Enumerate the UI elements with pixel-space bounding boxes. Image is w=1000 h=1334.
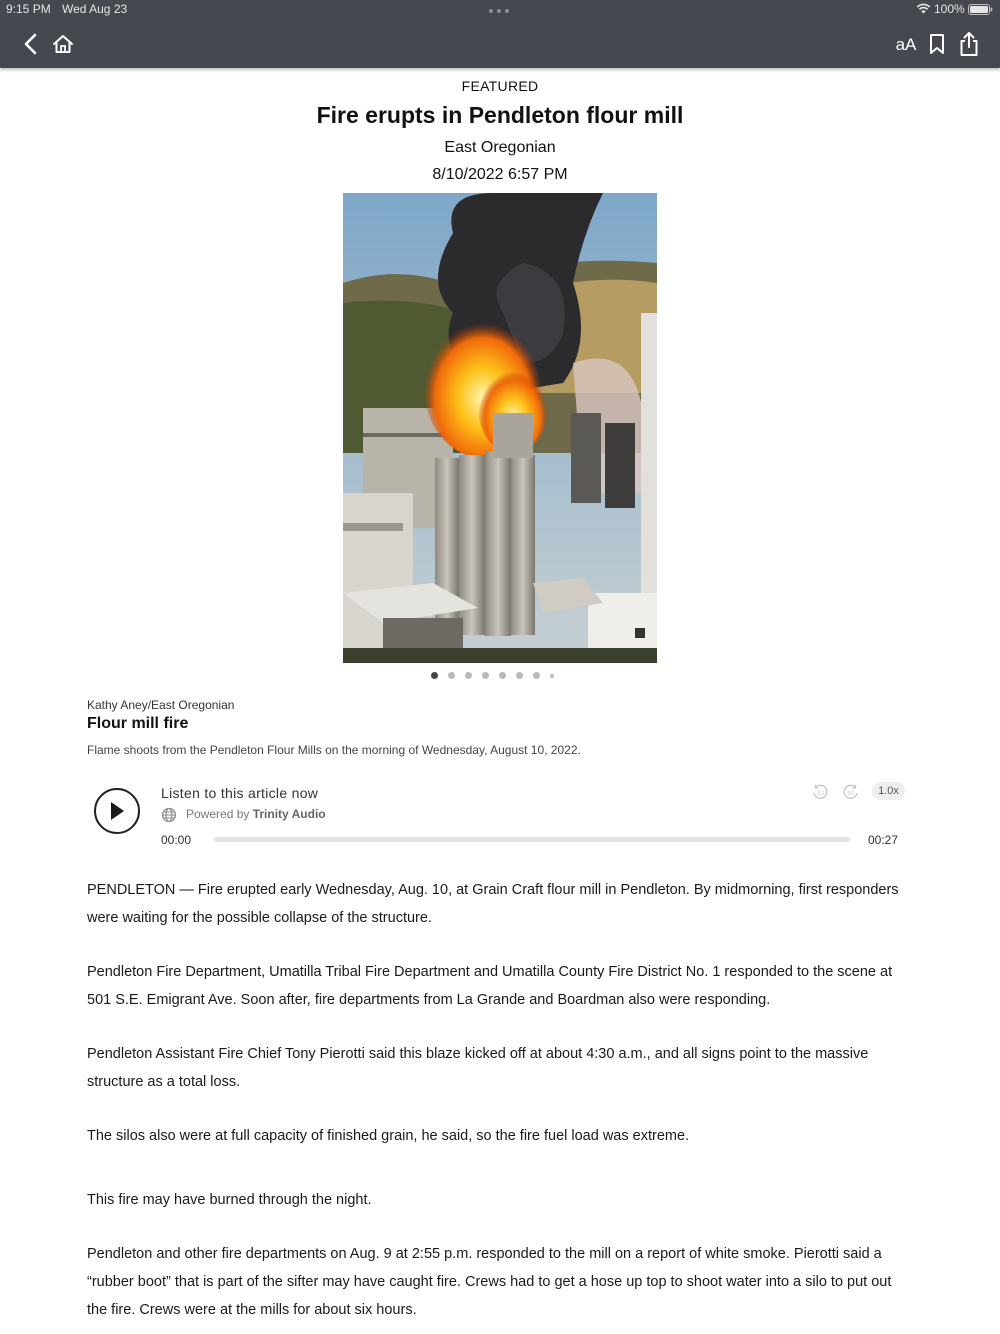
pager-dot[interactable] bbox=[448, 672, 455, 679]
audio-progress-bar[interactable] bbox=[214, 837, 850, 842]
photo-credit: Kathy Aney/East Oregonian bbox=[87, 698, 235, 712]
multitasking-dots[interactable] bbox=[489, 9, 509, 13]
article-paragraph: Pendleton Fire Department, Umatilla Tribal Fire Department and Umatilla County Fire District No. 1 responded to the scene at 501 S.E. Emigrant Ave. Soon after, fire departments from La Grande and Boardman also were responding. bbox=[87, 964, 893, 1008]
pager-dot[interactable] bbox=[516, 672, 523, 679]
gallery-pager[interactable] bbox=[431, 672, 554, 679]
battery-icon bbox=[968, 4, 993, 15]
status-bar bbox=[0, 0, 1000, 20]
article-source: East Oregonian bbox=[444, 139, 556, 156]
pager-dot[interactable] bbox=[533, 672, 540, 679]
pager-dot[interactable] bbox=[465, 672, 472, 679]
article-kicker: FEATURED bbox=[461, 78, 539, 94]
audio-title: Listen to this article now bbox=[161, 785, 319, 801]
forward-label: 10 bbox=[847, 791, 854, 797]
pager-dot[interactable] bbox=[431, 672, 438, 679]
status-date: Wed Aug 23 bbox=[62, 2, 128, 16]
rewind-10-icon[interactable] bbox=[811, 783, 829, 801]
caption-title: Flour mill fire bbox=[87, 715, 189, 732]
pager-dot[interactable] bbox=[550, 674, 554, 678]
article-date: 8/10/2022 6:57 PM bbox=[432, 166, 568, 183]
article-paragraph: The silos also were at full capacity of finished grain, he said, so the fire fuel load was extreme. bbox=[87, 1128, 690, 1144]
home-icon[interactable] bbox=[51, 32, 75, 56]
play-icon bbox=[109, 800, 127, 822]
status-time: 9:15 PM bbox=[6, 2, 51, 16]
current-time: 00:00 bbox=[161, 833, 192, 847]
text-size-button[interactable]: aA bbox=[895, 35, 917, 54]
article-photo[interactable] bbox=[343, 193, 657, 663]
duration: 00:27 bbox=[868, 833, 899, 847]
article-headline: Fire erupts in Pendleton flour mill bbox=[316, 102, 684, 128]
play-button[interactable] bbox=[94, 788, 140, 834]
article-paragraph: PENDLETON — Fire erupted early Wednesday, Aug. 10, at Grain Craft flour mill in Pendleton. By midmorning, first responders were waiting for the possible collapse of the structure. bbox=[87, 882, 899, 926]
rewind-label: 10 bbox=[817, 791, 824, 797]
globe-icon bbox=[161, 807, 177, 823]
powered-by-brand: Trinity Audio bbox=[252, 807, 326, 821]
pager-dot[interactable] bbox=[499, 672, 506, 679]
pager-dot[interactable] bbox=[482, 672, 489, 679]
battery-percentage: 100% bbox=[934, 2, 965, 16]
flour-mill-fire-image bbox=[343, 193, 657, 663]
playback-speed-button[interactable]: 1.0x bbox=[872, 782, 905, 800]
powered-by[interactable] bbox=[186, 807, 326, 821]
audio-player bbox=[87, 780, 907, 860]
forward-10-icon[interactable] bbox=[842, 783, 860, 801]
article-paragraph: Pendleton Assistant Fire Chief Tony Pierotti said this blaze kicked off at about 4:30 a.m., and all signs point to the massive structure as a total loss. bbox=[87, 1046, 869, 1090]
bookmark-icon[interactable] bbox=[927, 32, 947, 56]
chevron-left-icon[interactable] bbox=[20, 32, 42, 56]
article-paragraph: This fire may have burned through the night. bbox=[87, 1192, 372, 1208]
wifi-icon bbox=[916, 3, 931, 14]
article-paragraph: Pendleton and other fire departments on Aug. 9 at 2:55 p.m. responded to the mill on a report of white smoke. Pierotti said a “rubber boot” that is part of the sifter may have caught fire. Crews had to get a hose up top to shoot water into a silo to put out the fire. Crews were at the mills for about six hours. bbox=[87, 1246, 892, 1318]
top-toolbar bbox=[0, 0, 1000, 68]
photo-caption: Flame shoots from the Pendleton Flour Mills on the morning of Wednesday, August 10, 2022. bbox=[87, 743, 581, 757]
powered-by-prefix: Powered by bbox=[186, 807, 250, 821]
share-icon[interactable] bbox=[957, 30, 981, 58]
